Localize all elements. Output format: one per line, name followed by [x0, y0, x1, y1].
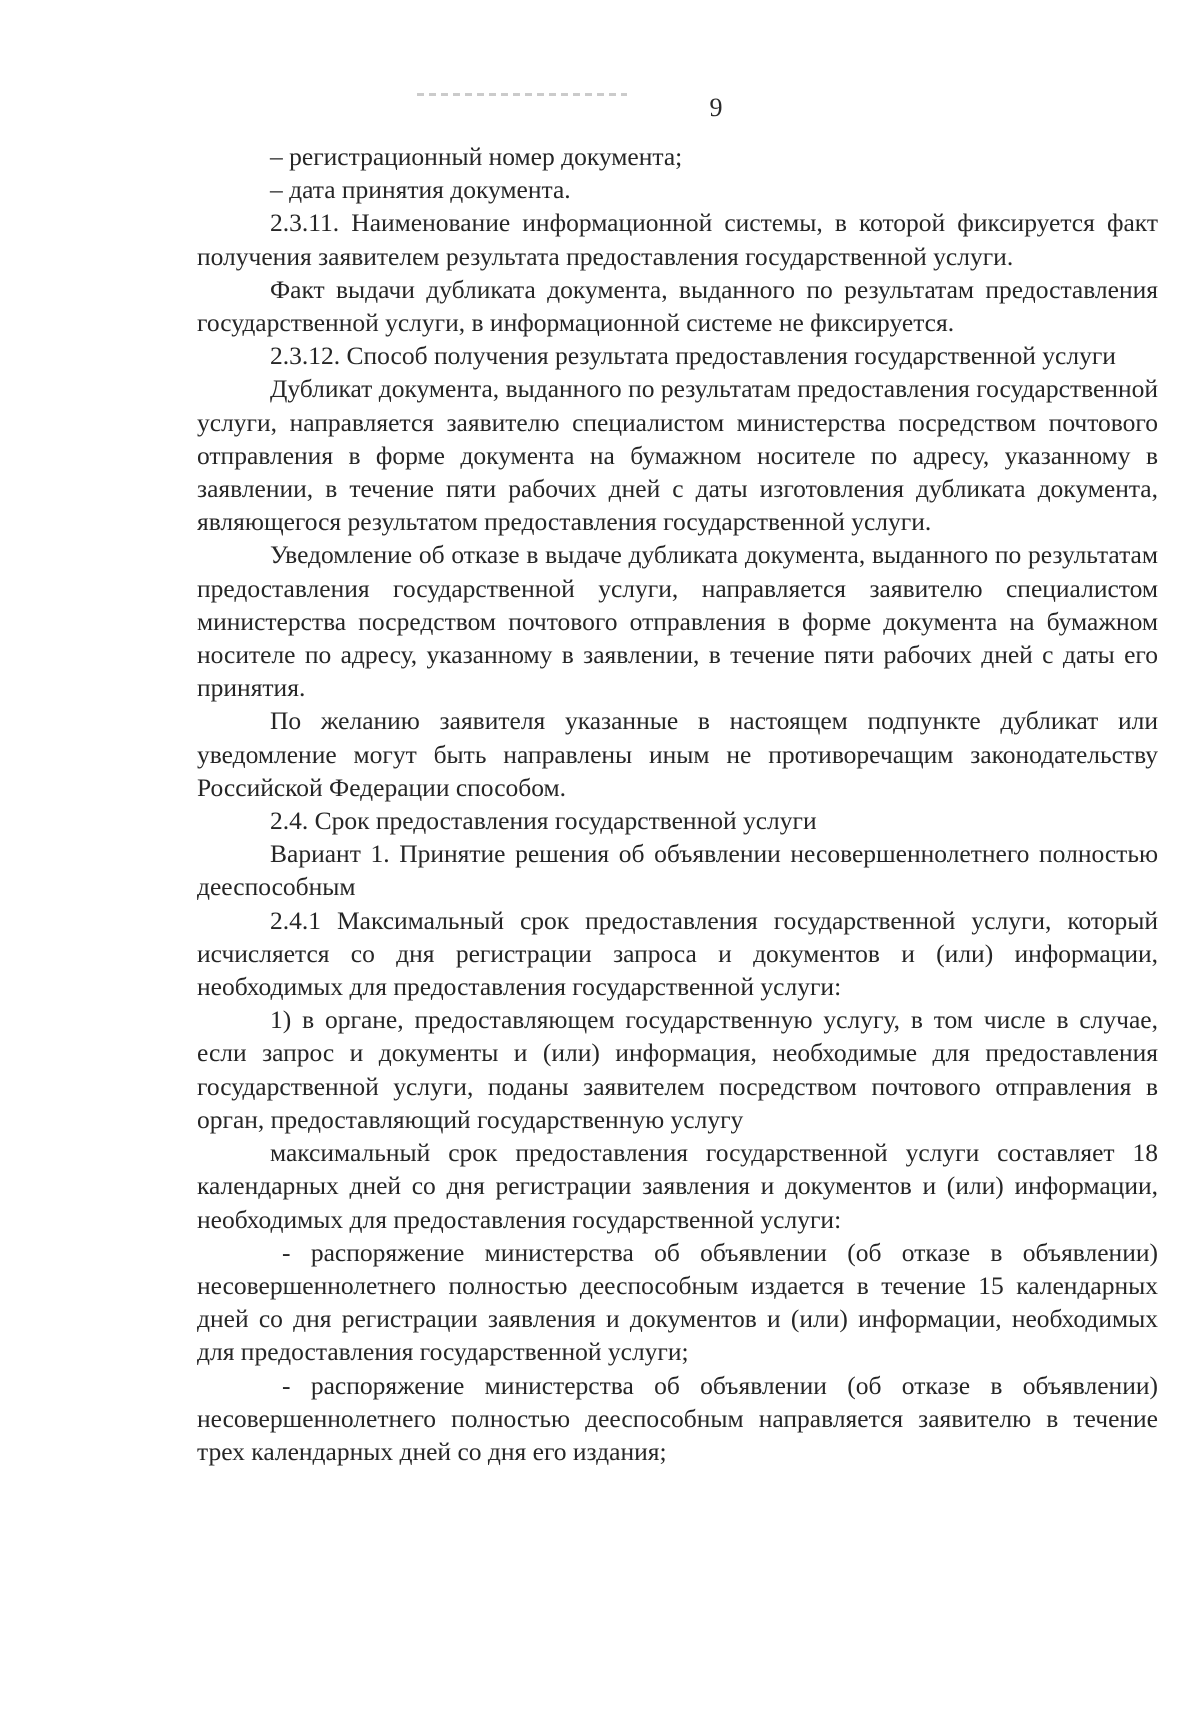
section-2-3-12: 2.3.12. Способ получения результата предоставления государственной услуги: [270, 341, 1116, 371]
paragraph-alternate-method: По желанию заявителя указанные в настоящем подпункте дубликат или уведомление могут быть направлены иным не противоречащим законодательству Российской Федерации способом.: [197, 706, 1158, 802]
section-2-4-1: 2.4.1 Максимальный срок предоставления государственной услуги, который исчисляется со дня регистрации запроса и документов и (или) информации, необходимых для предоставления государственной услуги:: [197, 905, 1158, 1002]
document-body: [197, 140, 1158, 1468]
dash-item-order-sent: - распоряжение министерства об объявлении (об отказе в объявлении) несовершеннолетнего полностью дееспособным направляется заявителю в течение трех календарных дней со дня его издания;: [197, 1370, 1158, 1466]
variant-1-heading: Вариант 1. Принятие решения об объявлении несовершеннолетнего полностью дееспособным: [197, 839, 1158, 902]
paragraph-max-term: максимальный срок предоставления государственной услуги составляет 18 календарных дней со дня регистрации заявления и документов и (или) информации, необходимых для предоставления государственной услуги:: [197, 1138, 1158, 1234]
paragraph-refusal-notice: Уведомление об отказе в выдаче дубликата документа, выданного по результатам предоставления государственной услуги, направляется заявителю специалистом министерства посредством почтового отправления в форме документа на бумажном носителе по адресу, указанному в заявлении, в течение пяти рабочих дней с даты его принятия.: [197, 540, 1158, 703]
dash-item-order-issued: - распоряжение министерства об объявлении (об отказе в объявлении) несовершеннолетнего полностью дееспособным издается в течение 15 календарных дней со дня регистрации заявления и документов и (или) информации, необходимых для предоставления государственной услуги;: [197, 1237, 1158, 1367]
section-2-4: 2.4. Срок предоставления государственной услуги: [270, 806, 817, 836]
paragraph-duplicate-delivery: Дубликат документа, выданного по результатам предоставления государственной услуги, направляется заявителю специалистом министерства посредством почтового отправления в форме документа на бумажном носителе по адресу, указанному в заявлении, в течение пяти рабочих дней с даты изготовления дубликата документа, являющегося результатом предоставления государственной услуги.: [197, 374, 1158, 537]
list-item-registration-number: – регистрационный номер документа;: [270, 142, 683, 171]
page-number: 9: [709, 93, 723, 122]
list-item-acceptance-date: – дата принятия документа.: [270, 175, 571, 205]
paragraph-duplicate-fact: Факт выдачи дубликата документа, выданного по результатам предоставления государственной услуги, в информационной системе не фиксируется.: [197, 274, 1158, 338]
section-2-3-11: 2.3.11. Наименование информационной системы, в которой фиксируется факт получения заявителем результата предоставления государственной услуги.: [197, 208, 1158, 271]
item-1-in-authority: 1) в органе, предоставляющем государственную услугу, в том числе в случае, если запрос и документы и (или) информация, необходимые для предоставления государственной услуги, поданы заявителем посредством почтового отправления в орган, предоставляющий государственную услугу: [197, 1005, 1158, 1134]
